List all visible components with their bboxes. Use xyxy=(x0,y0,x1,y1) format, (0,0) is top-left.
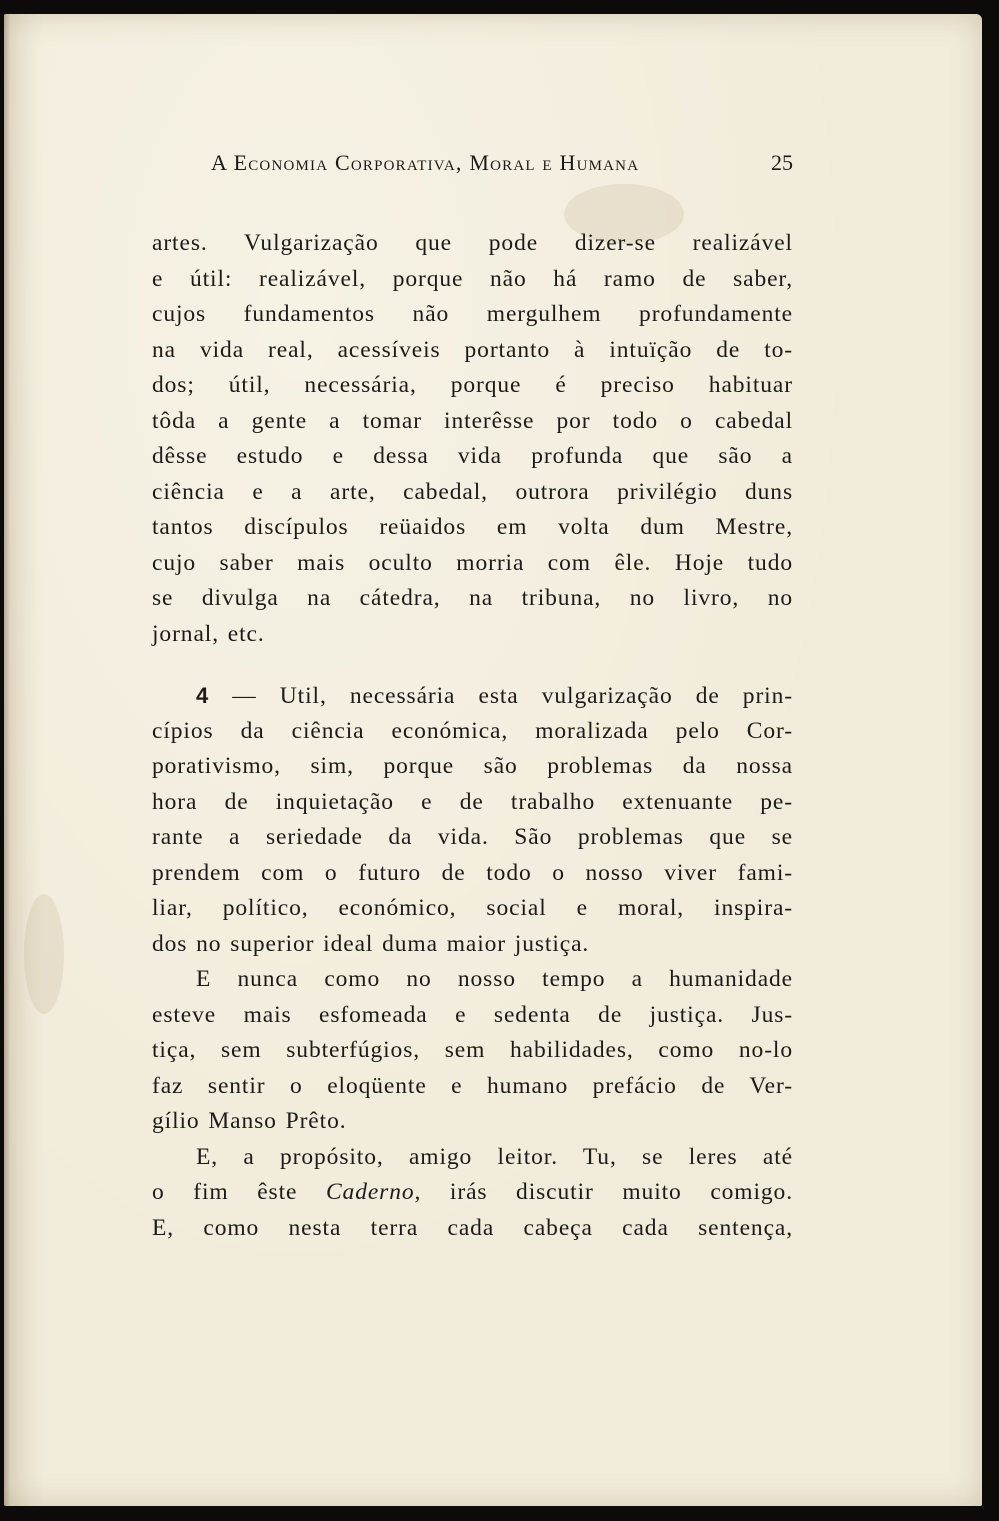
text-line: gílio Manso Prêto. xyxy=(152,1108,347,1134)
paper-stain xyxy=(24,894,64,1014)
text-line: prendem com o futuro de todo o nosso viver fami- xyxy=(152,859,793,886)
text-line: ciência e a arte, cabedal, outrora privilégio duns xyxy=(152,478,793,505)
text-line: se divulga na cátedra, na tribuna, no livro, no xyxy=(152,585,793,611)
text-run: o fim êste xyxy=(152,1179,326,1205)
running-header xyxy=(211,150,793,184)
text-line: dos no superior ideal duma maior justiça. xyxy=(152,930,590,957)
text-line: E nunca como no nosso tempo a humanidade xyxy=(196,966,793,992)
text-line: tantos discípulos reüaidos em volta dum Mestre, xyxy=(152,514,793,540)
paragraph xyxy=(152,1140,793,1247)
text-line: E, a propósito, amigo leitor. Tu, se leres até xyxy=(196,1143,793,1170)
italic-title: Caderno, xyxy=(325,1179,422,1205)
text-line: esteve mais esfomeada e sedenta de justiça. Jus- xyxy=(152,1001,793,1028)
text-line: hora de inquietação e de trabalho extenuante pe- xyxy=(152,788,793,815)
body-text xyxy=(152,226,793,1246)
paragraph xyxy=(152,226,793,652)
text-line: faz sentir o eloqüente e humano prefácio de Ver- xyxy=(152,1072,793,1099)
text-line: dos; útil, necessária, porque é preciso habituar xyxy=(152,372,793,398)
text-line: E, como nesta terra cada cabeça cada sentença, xyxy=(152,1214,793,1241)
running-title: A Economia Corporativa, Moral e Humana xyxy=(211,150,640,175)
text-line: na vida real, acessíveis portanto à intuïção de to- xyxy=(152,336,793,363)
text-line: liar, político, económico, social e moral, inspira- xyxy=(152,895,793,921)
text-line: porativismo, sim, porque são problemas da nossa xyxy=(152,753,793,779)
text-line: cípios da ciência económica, moralizada pelo Cor- xyxy=(152,717,793,744)
paragraph-gap xyxy=(152,652,793,678)
text-line xyxy=(152,678,793,714)
text-run: irás discutir muito comigo. xyxy=(421,1179,793,1205)
text-line xyxy=(152,1175,793,1211)
text-line: e útil: realizável, porque não há ramo de saber, xyxy=(152,265,793,292)
text-line: tiça, sem subterfúgios, sem habilidades, como no-lo xyxy=(152,1037,793,1063)
paragraph xyxy=(152,962,793,1140)
text-line: cujo saber mais oculto morria com êle. Hoje tudo xyxy=(152,549,793,576)
text-line: jornal, etc. xyxy=(152,620,265,647)
text-line: rante a seriedade da vida. São problemas que se xyxy=(152,824,793,850)
page-number: 25 xyxy=(771,150,793,175)
text-line: artes. Vulgarização que pode dizer-se realizável xyxy=(152,230,793,256)
section-number: 4 xyxy=(196,683,210,708)
text-run: — Util, necessária esta vulgarização de prin- xyxy=(232,683,793,709)
paragraph-section-4 xyxy=(152,678,793,962)
text-line: tôda a gente a tomar interêsse por todo o cabedal xyxy=(152,407,793,434)
text-line: dêsse estudo e dessa vida profunda que são a xyxy=(152,443,793,469)
page-binding-edge xyxy=(4,14,10,1506)
text-line: cujos fundamentos não mergulhem profundamente xyxy=(152,301,793,327)
